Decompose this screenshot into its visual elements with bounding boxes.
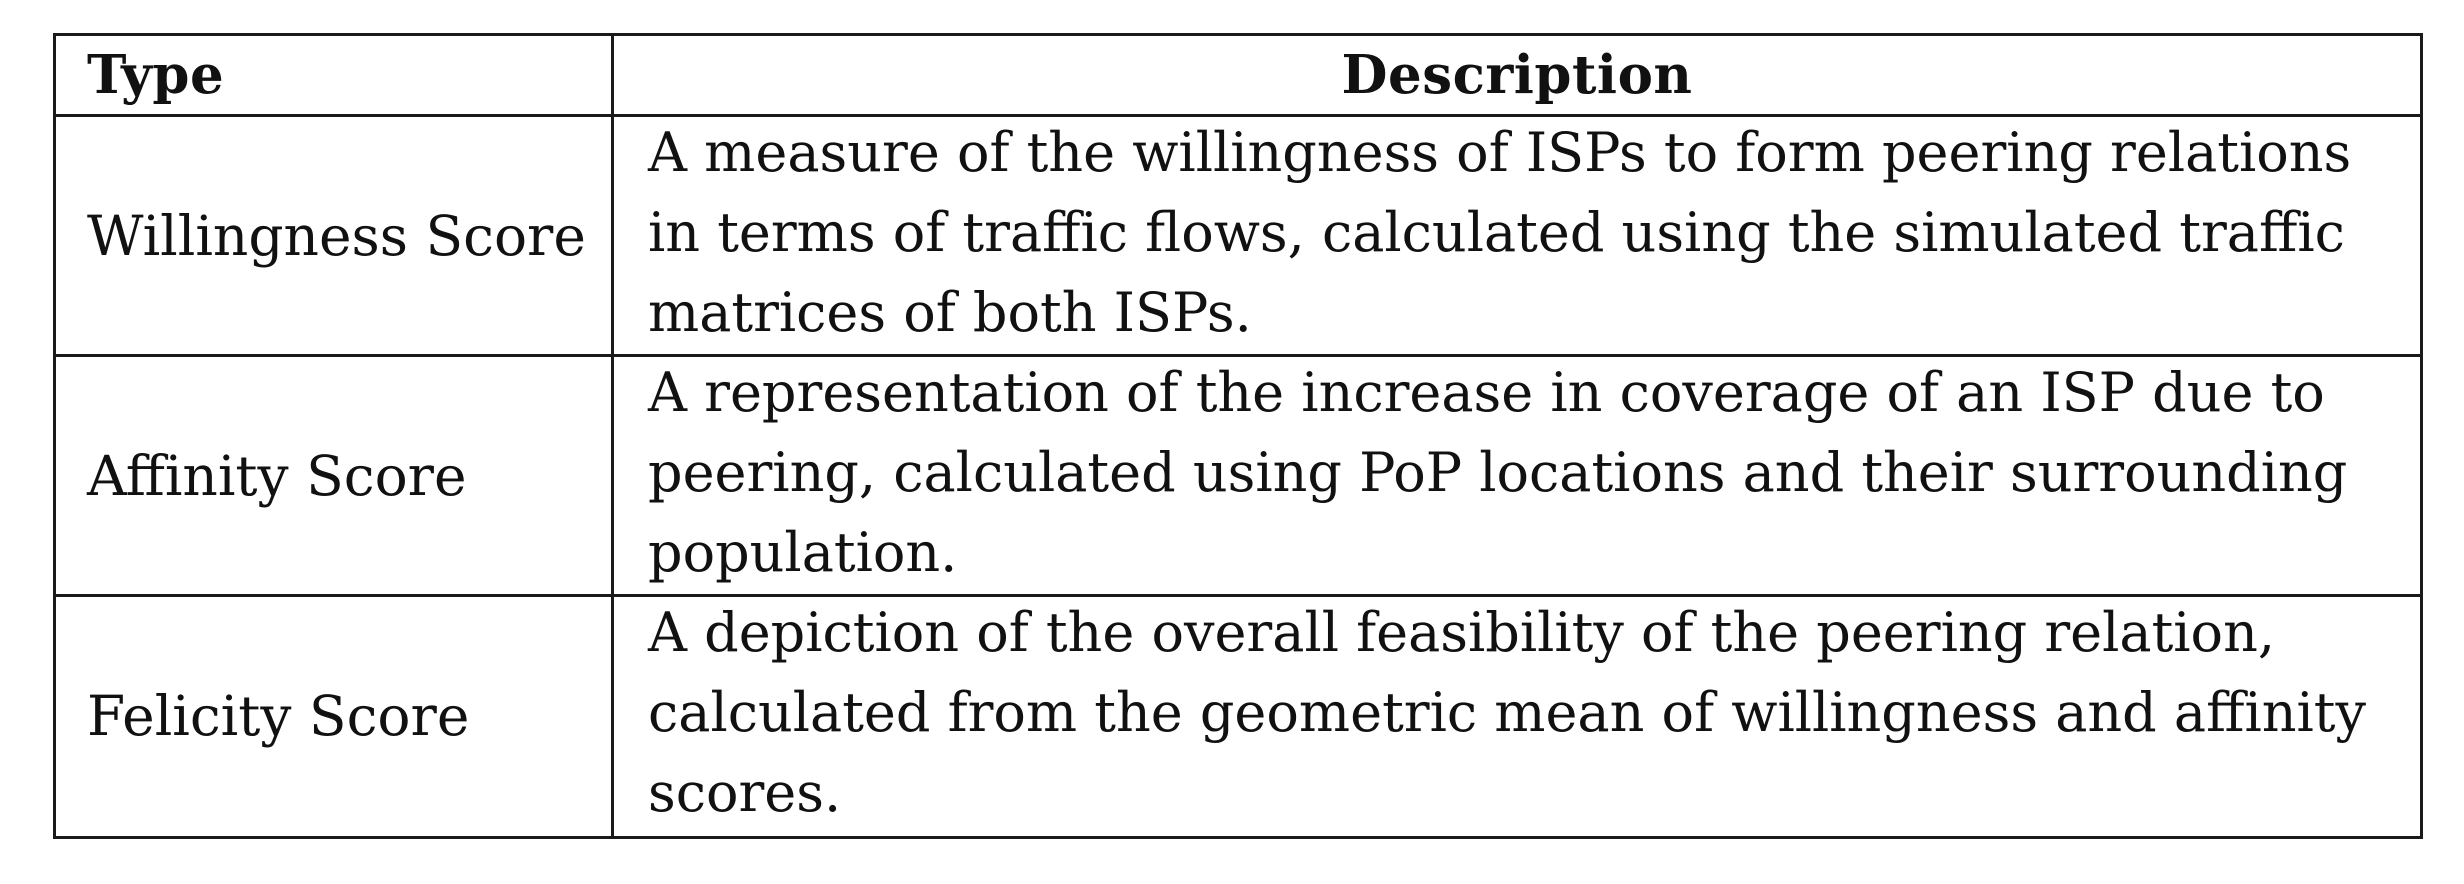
row-type-affinity-score: Affinity Score (87, 443, 467, 508)
score-definitions-table (53, 33, 2423, 839)
description-line: peering, calculated using PoP locations and their surrounding (648, 441, 2348, 504)
description-line: scores. (648, 761, 842, 824)
description-line: in terms of traffic flows, calculated using the simulated traffic (648, 201, 2345, 264)
description-line: population. (648, 521, 958, 584)
row-type-willingness-score: Willingness Score (87, 203, 586, 268)
description-line: A depiction of the overall feasibility of the peering relation, (648, 601, 2276, 664)
description-line: matrices of both ISPs. (648, 281, 1252, 344)
column-header-description: Description (1341, 44, 1693, 106)
row-description-affinity-score (614, 357, 2420, 594)
description-line: A measure of the willingness of ISPs to form peering relations (648, 121, 2352, 184)
row-description-felicity-score (614, 597, 2420, 834)
description-line: A representation of the increase in coverage of an ISP due to (648, 361, 2325, 424)
row-type-felicity-score: Felicity Score (87, 683, 470, 748)
column-header-type: Type (87, 44, 225, 106)
description-line: calculated from the geometric mean of willingness and affinity (648, 681, 2366, 744)
row-description-willingness-score (614, 117, 2420, 354)
